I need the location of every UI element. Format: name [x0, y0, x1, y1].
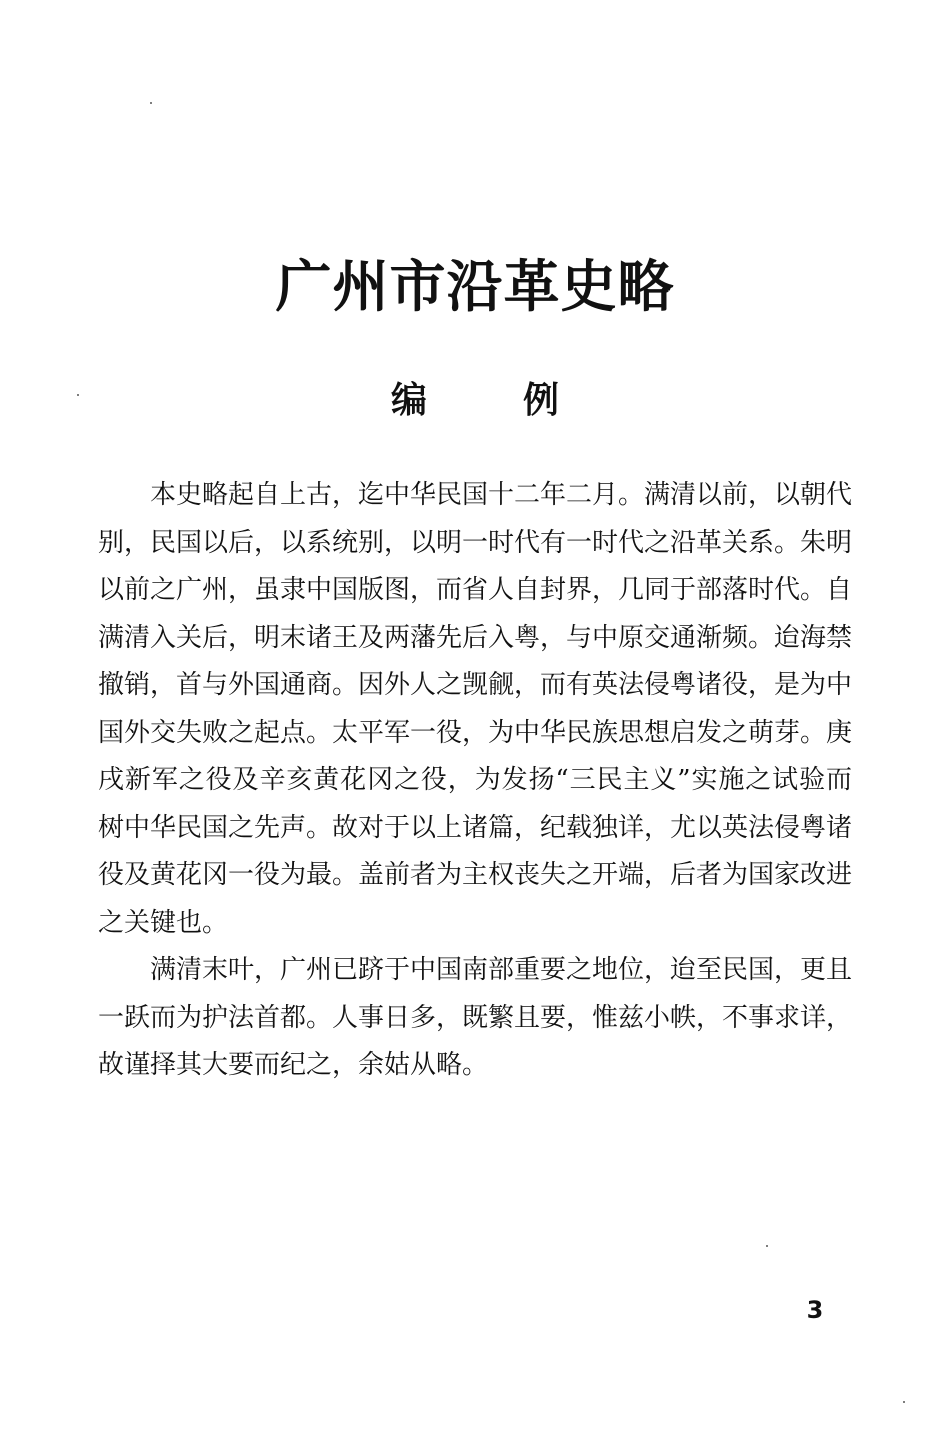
scan-speck: [903, 1401, 905, 1403]
section-heading: 编例: [390, 380, 655, 421]
scan-speck: [77, 394, 79, 396]
scan-speck: [766, 1245, 768, 1247]
paragraph-2: 满清末叶，广州已跻于中国南部重要之地位，迨至民国，更且一跃而为护法首都。人事日多，既繁且要，惟兹小帙，不事求详，故谨择其大要而纪之，余姑从略。: [98, 955, 853, 1080]
paragraph-1: 本史略起自上古，迄中华民国十二年二月。满清以前，以朝代别，民国以后，以系统别，以明一时代有一时代之沿革关系。朱明以前之广州，虽隶中国版图，而省人自封界，几同于部落时代。自满清入关后，明末诸王及两藩先后入粤，与中原交通渐频。迨海禁撤销，首与外国通商。因外人之觊觎，而有英法侵粤诸役，是为中国外交失败之起点。太平军一役，为中华民族思想启发之萌芽。庚戌新军之役及辛亥黄花冈之役，为发扬“三民主义”实施之试验而树中华民国之先声。故对于以上诸篇，纪载独详，尤以英法侵粤诸役及黄花冈一役为最。盖前者为主权丧失之开端，后者为国家改进之关键也。: [98, 480, 853, 938]
page-number: 3: [806, 1296, 824, 1324]
body-text: [98, 472, 852, 1090]
page-title: 广州市沿革史略: [275, 255, 675, 320]
scan-speck: [150, 102, 152, 104]
